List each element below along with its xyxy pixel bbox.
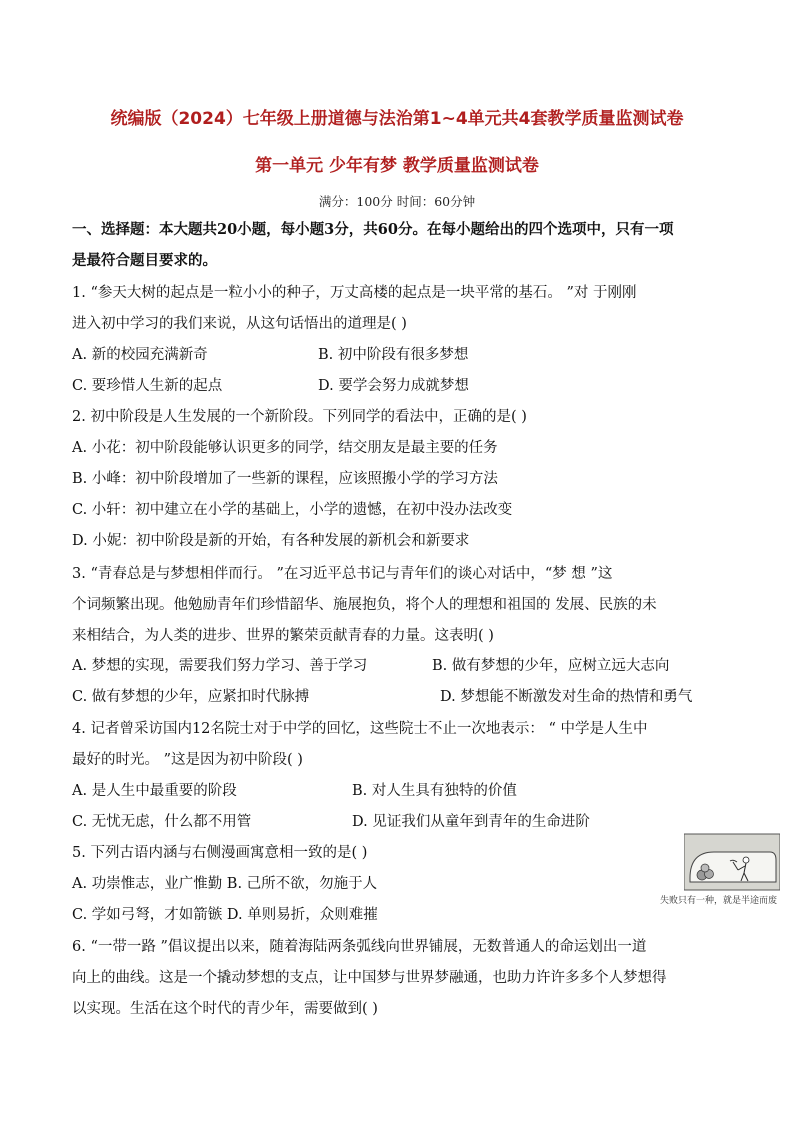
- q4-option-d: D. 见证我们从童年到青年的生命进阶: [352, 814, 590, 830]
- q3-stem-line-2: 个词频繁出现。他勉励青年们珍惜韶华、施展抱负，将个人的理想和祖国的 发展、民族的未: [72, 597, 657, 613]
- cartoon-digging-illustration: [684, 828, 780, 894]
- q3-option-c: C. 做有梦想的少年，应紧扣时代脉搏: [72, 689, 310, 705]
- q2-option-b: B. 小峰：初中阶段增加了一些新的课程，应该照搬小学的学习方法: [72, 471, 498, 487]
- unit-title: 第一单元 少年有梦 教学质量监测试卷: [255, 156, 539, 176]
- cartoon-caption: 失败只有一种，就是半途而废: [660, 896, 778, 906]
- q5-options-cd: C. 学如弓弩，才如箭镞 D. 单则易折，众则难摧: [72, 907, 378, 923]
- q1-option-a: A. 新的校园充满新奇: [72, 347, 208, 363]
- q3-option-a: A. 梦想的实现，需要我们努力学习、善于学习: [72, 658, 368, 674]
- q4-stem-line-2: 最好的时光。 ”这是因为初中阶段( ): [72, 752, 303, 768]
- q6-stem-line-2: 向上的曲线。这是一个撬动梦想的支点，让中国梦与世界梦融通，也助力许许多多个人梦想得: [72, 970, 667, 986]
- q4-option-a: A. 是人生中最重要的阶段: [72, 783, 237, 799]
- q1-option-b: B. 初中阶段有很多梦想: [318, 347, 469, 363]
- q1-stem-line-1: 1. “参天大树的起点是一粒小小的种子，万丈高楼的起点是一块平常的基石。 ”对 于刚刚: [72, 285, 637, 301]
- q6-stem-line-1: 6. “一带一路 ”倡议提出以来，随着海陆两条弧线向世界铺展，无数普通人的命运划出一道: [72, 939, 647, 955]
- q4-option-c: C. 无忧无虑，什么都不用管: [72, 814, 252, 830]
- q2-option-a: A. 小花：初中阶段能够认识更多的同学，结交朋友是最主要的任务: [72, 440, 498, 456]
- q3-option-b: B. 做有梦想的少年，应树立远大志向: [432, 658, 670, 674]
- q1-option-d: D. 要学会努力成就梦想: [318, 378, 469, 394]
- section-heading-line-1: 一、选择题：本大题共20小题，每小题3分，共60分。在每小题给出的四个选项中，只有一项: [72, 221, 674, 238]
- q4-stem-line-1: 4. 记者曾采访国内12名院士对于中学的回忆，这些院士不止一次地表示： “ 中学是人生中: [72, 721, 648, 737]
- q3-stem-line-3: 来相结合，为人类的进步、世界的繁荣贡献青春的力量。这表明( ): [72, 628, 494, 644]
- document-title: 统编版（2024）七年级上册道德与法治第1~4单元共4套教学质量监测试卷: [110, 109, 684, 129]
- q6-stem-line-3: 以实现。生活在这个时代的青少年，需要做到( ): [72, 1001, 378, 1017]
- q1-stem-line-2: 进入初中学习的我们来说，从这句话悟出的道理是( ): [72, 316, 407, 332]
- section-heading-line-2: 是最符合题目要求的。: [72, 252, 217, 269]
- q3-option-d: D. 梦想能不断激发对生命的热情和勇气: [440, 689, 693, 705]
- q3-stem-line-1: 3. “青春总是与梦想相伴而行。 ”在习近平总书记与青年们的谈心对话中，“梦 想 ”这: [72, 566, 613, 582]
- score-time-info: 满分：100分 时间：60分钟: [318, 194, 476, 209]
- q2-option-d: D. 小妮：初中阶段是新的开始，有各种发展的新机会和新要求: [72, 533, 470, 549]
- q5-options-ab: A. 功崇惟志，业广惟勤 B. 己所不欲，勿施于人: [72, 876, 378, 892]
- q4-option-b: B. 对人生具有独特的价值: [352, 783, 517, 799]
- q2-option-c: C. 小轩：初中建立在小学的基础上，小学的遗憾，在初中没办法改变: [72, 502, 513, 518]
- q1-option-c: C. 要珍惜人生新的起点: [72, 378, 223, 394]
- q5-stem: 5. 下列古语内涵与右侧漫画寓意相一致的是( ): [72, 845, 368, 861]
- q2-stem: 2. 初中阶段是人生发展的一个新阶段。下列同学的看法中，正确的是( ): [72, 409, 527, 425]
